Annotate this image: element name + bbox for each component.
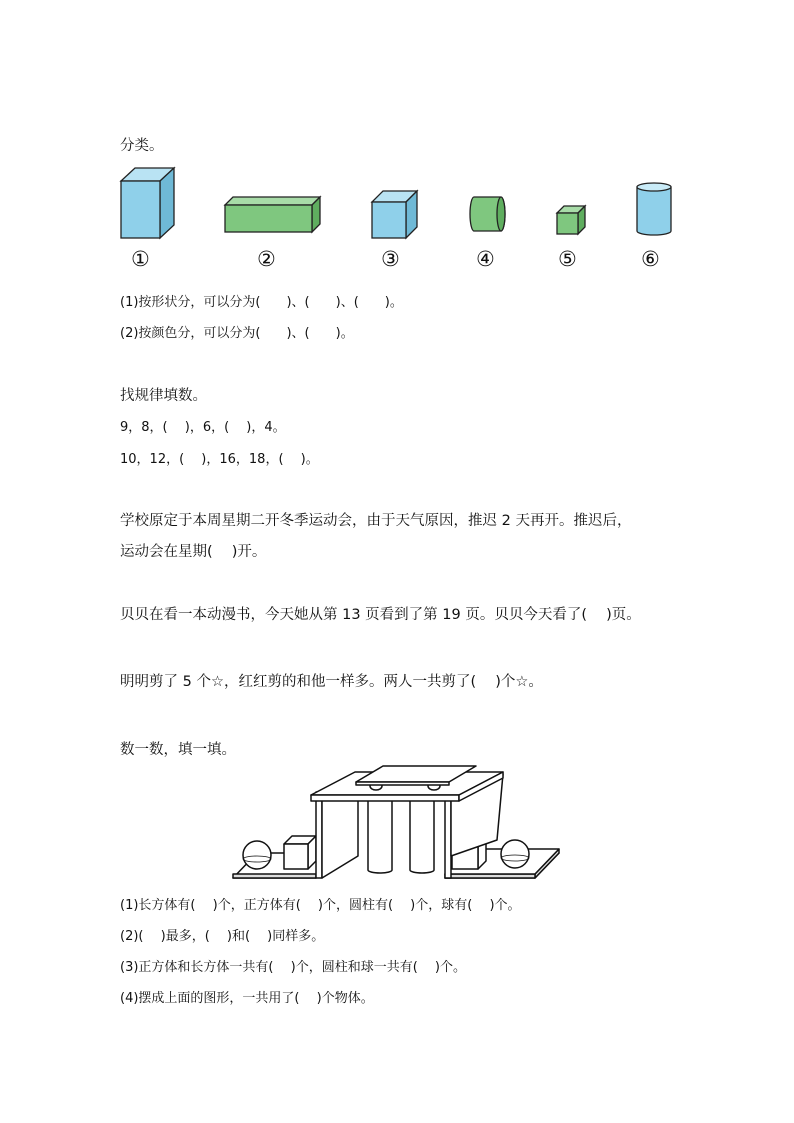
structure-figure [0, 760, 794, 885]
q3-line2: 运动会在星期( )开。 [120, 544, 267, 560]
shape-label-6: ⑥ [641, 247, 660, 271]
q2-line1: 9，8，( )，6，( )，4。 [120, 420, 286, 435]
green-cylinder-icon [470, 197, 505, 231]
left-cube [284, 844, 308, 869]
q1-sub1: (1)按形状分，可以分为( )、( )、( )。 [120, 295, 403, 310]
q3-line1: 学校原定于本周星期二开冬季运动会，由于天气原因，推迟 2 天再开。推迟后， [120, 513, 632, 529]
q6-sub4: (4)摆成上面的图形，一共用了( )个物体。 [120, 991, 374, 1006]
tall-cuboid-icon [121, 168, 174, 238]
shape-label-1: ① [131, 247, 150, 271]
q5-text: 明明剪了 5 个☆，红红剪的和他一样多。两人一共剪了( )个☆。 [120, 674, 543, 690]
q6-sub2: (2)( )最多，( )和( )同样多。 [120, 929, 325, 944]
shape-label-5: ⑤ [558, 247, 577, 271]
q6-sub1: (1)长方体有( )个，正方体有( )个，圆柱有( )个，球有( )个。 [120, 898, 521, 913]
q4-text: 贝贝在看一本动漫书，今天她从第 13 页看到了第 19 页。贝贝今天看了( )页。 [120, 607, 641, 623]
shape-label-3: ③ [381, 247, 400, 271]
blue-cylinder-icon [637, 183, 671, 235]
left-sphere [243, 841, 271, 869]
q1-sub2: (2)按颜色分，可以分为( )、( )。 [120, 326, 354, 341]
middle-cylinder-left [368, 794, 392, 873]
shape-label-4: ④ [476, 247, 495, 271]
q2-line2: 10，12，( )，16，18，( )。 [120, 452, 319, 467]
q6-sub3: (3)正方体和长方体一共有( )个，圆柱和球一共有( )个。 [120, 960, 466, 975]
right-sphere [501, 840, 529, 868]
q6-title: 数一数，填一填。 [120, 742, 236, 758]
left-board [316, 792, 322, 878]
shape-label-2: ② [257, 247, 276, 271]
q2-title: 找规律填数。 [120, 388, 207, 404]
shapes-figure [0, 0, 794, 250]
middle-cylinder-right [410, 794, 434, 873]
q1-title: 分类。 [120, 138, 164, 154]
green-cube-icon [557, 206, 585, 234]
right-board [445, 790, 451, 878]
blue-cube-icon [372, 191, 417, 238]
long-cuboid-icon [225, 197, 320, 232]
